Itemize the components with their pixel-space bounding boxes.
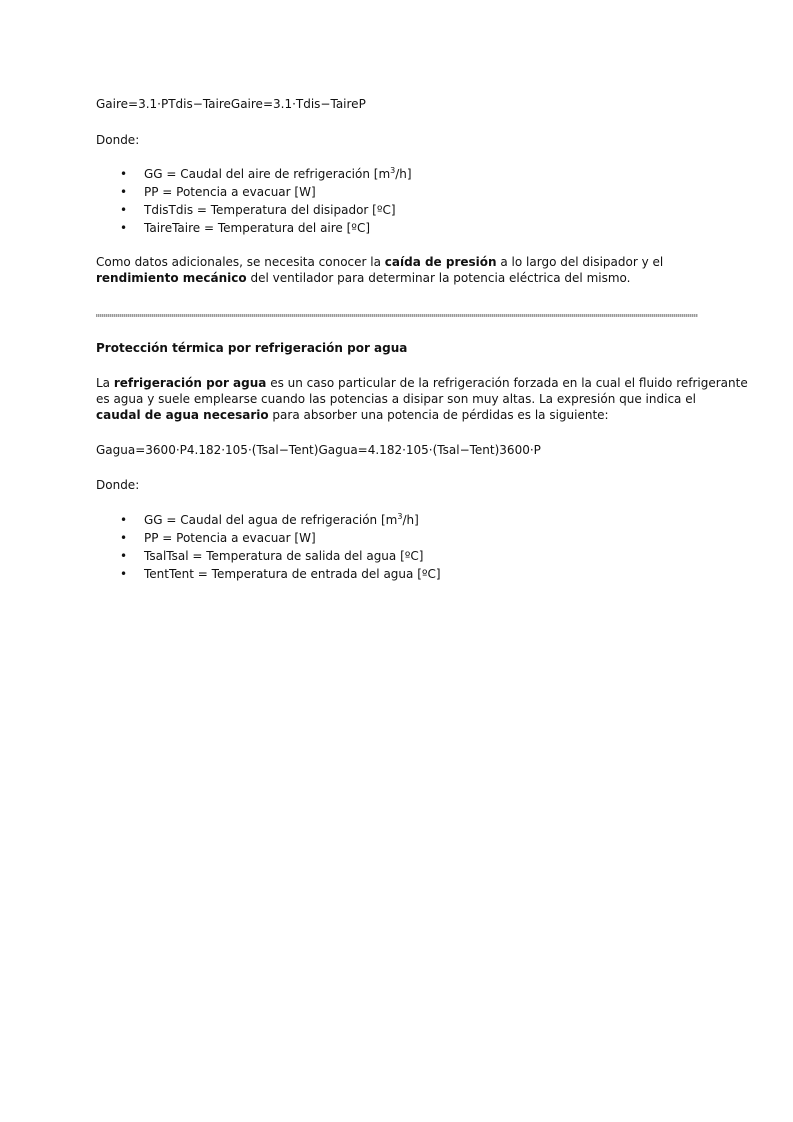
list-item: • TaireTaire = Temperatura del aire [ºC] — [120, 221, 371, 235]
bullet-icon: • — [120, 531, 128, 545]
list-item: • GG = Caudal del agua de refrigeración $[m^3/h]$ — [120, 512, 419, 527]
water-variables-list — [96, 511, 441, 583]
water-flow-formula: Gagua=3600·P4.182·105·(Tsal−Tent)Gagua=4.182·105·(Tsal−Tent)3600·P — [96, 443, 541, 457]
section-heading-water: Protección térmica por refrigeración por agua — [96, 341, 408, 355]
donde-label-water: Donde: — [96, 478, 140, 492]
air-variables-list — [96, 165, 412, 237]
water-paragraph-line-3: caudal de agua necesario para absorber una potencia de pérdidas es la siguiente: — [96, 408, 609, 422]
list-item: • GG = Caudal del aire de refrigeración $[m^3/h]$ — [120, 166, 412, 181]
bullet-icon: • — [120, 567, 128, 581]
list-item: • PP = Potencia a evacuar [W] — [120, 185, 316, 199]
list-item: • PP = Potencia a evacuar [W] — [120, 531, 316, 545]
list-item: • TdisTdis = Temperatura del disipador [ºC] — [120, 203, 396, 217]
air-flow-formula: Gaire=3.1·PTdis−TaireGaire=3.1·Tdis−TaireP — [96, 97, 366, 111]
water-paragraph-line-1: La refrigeración por agua es un caso particular de la refrigeración forzada en la cual el fluido refrigerante — [96, 376, 748, 390]
additional-data-paragraph-line-2: rendimiento mecánico del ventilador para determinar la potencia eléctrica del mismo. — [96, 271, 631, 285]
list-item: • TsalTsal = Temperatura de salida del agua [ºC] — [120, 549, 424, 563]
bullet-icon: • — [120, 185, 128, 199]
water-paragraph-line-2: es agua y suele emplearse cuando las potencias a disipar son muy altas. La expresión que indica el — [96, 392, 696, 406]
bullet-icon: • — [120, 167, 128, 181]
horizontal-divider — [96, 314, 698, 317]
bullet-icon: • — [120, 549, 128, 563]
list-item: • TentTent = Temperatura de entrada del agua [ºC] — [120, 567, 441, 581]
donde-label-air: Donde: — [96, 133, 140, 147]
bullet-icon: • — [120, 221, 128, 235]
additional-data-paragraph-line-1: Como datos adicionales, se necesita conocer la caída de presión a lo largo del disipador y el — [96, 255, 664, 269]
bullet-icon: • — [120, 513, 128, 527]
bullet-icon: • — [120, 203, 128, 217]
